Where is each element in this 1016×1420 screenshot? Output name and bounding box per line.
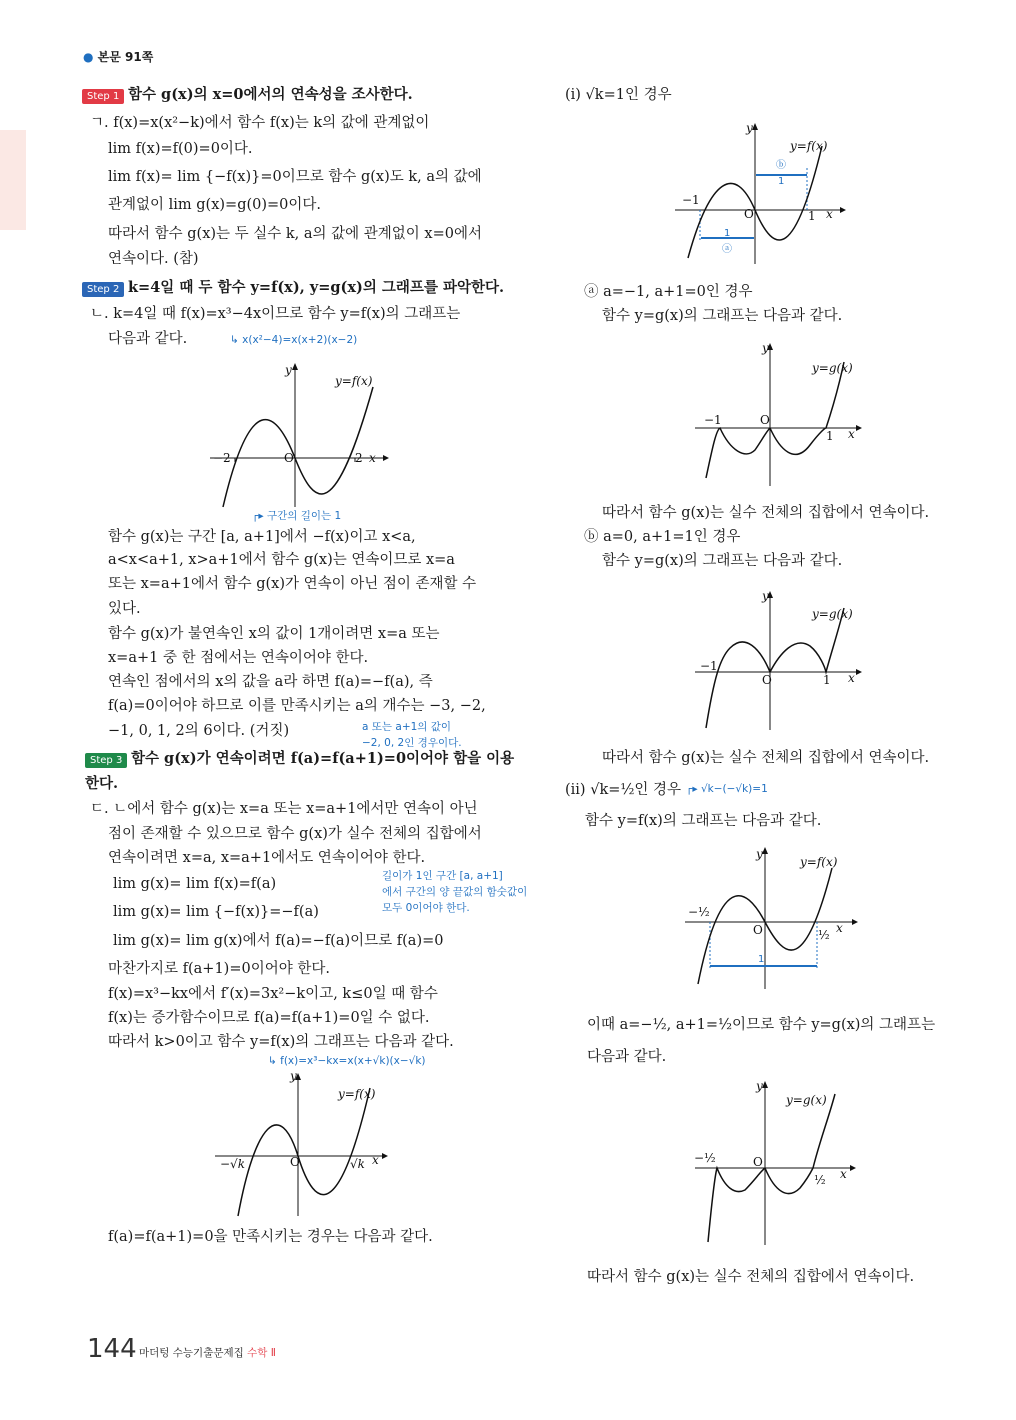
graph6-func-label: y=f(x) <box>800 855 838 869</box>
n-line2: 다음과 같다. <box>108 331 188 347</box>
n-line7: 함수 g(x)가 불연속인 x의 값이 1개이려면 x=a 또는 <box>108 626 440 642</box>
n-note-a2: −2, 0, 2인 경우이다. <box>362 737 462 749</box>
graph3-cubic-k1 <box>670 118 850 266</box>
graph5-origin: O <box>762 673 772 687</box>
case-ii-note: ┌▸ √k−(−√k)=1 <box>686 783 768 795</box>
graph5-func-label: y=g(x) <box>812 607 853 621</box>
d-note1: 길이가 1인 구간 [a, a+1] <box>382 870 503 882</box>
g-line2: lim f(x)= lim {−f(x)}=0이므로 함수 g(x)도 k, a의 값에 <box>108 169 482 185</box>
graph2-origin: O <box>290 1155 300 1169</box>
d-line8: f(x)=x³−kx에서 f′(x)=3x²−k이고, k≤0일 때 함수 <box>108 986 438 1002</box>
graph2-x-label: x <box>372 1153 379 1167</box>
graph3-a-marker: ⓐ <box>722 244 732 255</box>
g-intro: ㄱ. f(x)=x(x²−k)에서 함수 f(x)는 k의 값에 관계없이 <box>90 115 430 131</box>
graph4-neg-root: −1 <box>704 413 722 427</box>
graph5-g-case-b <box>690 588 865 733</box>
graph2-cubic-k <box>210 1068 390 1218</box>
graph7-x-label: x <box>840 1167 847 1181</box>
graph3-y-label: y <box>746 121 753 135</box>
d-line2: 점이 존재할 수 있으므로 함수 g(x)가 실수 전체의 집합에서 <box>108 826 482 842</box>
graph3-b-marker: ⓑ <box>776 160 786 171</box>
graph5-y-label: y <box>762 589 769 603</box>
g-line3: 관계없이 lim g(x)=g(0)=0이다. <box>108 197 322 213</box>
graph1-neg-root: −2 <box>213 451 231 465</box>
g-line1: lim f(x)=f(0)=0이다. <box>108 141 253 157</box>
graph4-origin: O <box>760 413 770 427</box>
case-ii-line1: 함수 y=f(x)의 그래프는 다음과 같다. <box>585 813 822 829</box>
d-note4: ↳ f(x)=x³−kx=x(x+√k)(x−√k) <box>268 1055 426 1067</box>
step2-badge: Step 2 <box>82 282 124 297</box>
header-text: 본문 91쪽 <box>97 50 154 64</box>
d-line7: 마찬가지로 f(a+1)=0이어야 한다. <box>108 961 330 977</box>
step3-title: 함수 g(x)가 연속이려면 f(a)=f(a+1)=0이어야 함을 이용 <box>131 750 515 767</box>
graph7-pos-root: ½ <box>814 1173 826 1187</box>
graph7-g-half <box>690 1080 865 1248</box>
n-line8: x=a+1 중 한 점에서는 연속이어야 한다. <box>108 650 369 666</box>
graph3-neg-root: −1 <box>682 193 700 207</box>
d-line4: lim g(x)= lim f(x)=f(a) <box>113 876 277 892</box>
step2-title: k=4일 때 두 함수 y=f(x), y=g(x)의 그래프를 파악한다. <box>128 279 505 296</box>
d-line1: ㄷ. ㄴ에서 함수 g(x)는 x=a 또는 x=a+1에서만 연속이 아닌 <box>90 801 478 817</box>
graph6-length: 1 <box>758 954 765 965</box>
case-ii-note-text: √k−(−√k)=1 <box>700 783 768 795</box>
n-line9: 연속인 점에서의 x의 값을 a라 하면 f(a)=−f(a), 즉 <box>108 674 433 690</box>
graph3-func-label: y=f(x) <box>790 139 828 153</box>
case-a-title: ⓐ a=−1, a+1=0인 경우 <box>584 284 753 300</box>
n-line10: f(a)=0이어야 하므로 이를 만족시키는 a의 개수는 −3, −2, <box>108 698 486 714</box>
case-ii-line4: 따라서 함수 g(x)는 실수 전체의 집합에서 연속이다. <box>587 1269 915 1285</box>
n-note-interval: ┌▸ 구간의 길이는 1 <box>252 510 342 522</box>
d-line10: 따라서 k>0이고 함수 y=f(x)의 그래프는 다음과 같다. <box>108 1034 454 1050</box>
graph6-cubic-half <box>680 844 865 994</box>
graph6-neg-root: −½ <box>688 905 710 919</box>
graph2-pos-root: √k <box>350 1157 365 1171</box>
graph3-b-length: 1 <box>778 176 785 187</box>
graph6-origin: O <box>753 923 763 937</box>
case-b-title: ⓑ a=0, a+1=1인 경우 <box>584 529 741 545</box>
case-a-line2: 따라서 함수 g(x)는 실수 전체의 집합에서 연속이다. <box>602 505 930 521</box>
step3-badge: Step 3 <box>85 753 127 768</box>
graph5-x-label: x <box>848 671 855 685</box>
g-line4: 따라서 함수 g(x)는 두 실수 k, a의 값에 관계없이 x=0에서 <box>108 226 482 242</box>
d-line6: lim g(x)= lim g(x)에서 f(a)=−f(a)이므로 f(a)=0 <box>113 933 444 949</box>
graph5-pos-root: 1 <box>823 673 831 687</box>
case-ii-title: (ii) √k=½인 경우 <box>565 782 682 798</box>
bullet-icon: ● <box>83 50 94 64</box>
n-line5: 또는 x=a+1에서 함수 g(x)가 연속이 아닌 점이 존재할 수 <box>108 576 477 592</box>
step1-title: 함수 g(x)의 x=0에서의 연속성을 조사한다. <box>128 86 413 103</box>
page-number: 144 <box>87 1334 137 1364</box>
header-label <box>83 48 153 65</box>
graph2-y-label: y <box>290 1069 297 1083</box>
graph2-neg-root: −√k <box>220 1157 245 1171</box>
book-title <box>139 1345 276 1360</box>
graph1-x-label: x <box>369 451 376 465</box>
n-line6: 있다. <box>108 601 141 617</box>
graph4-pos-root: 1 <box>826 429 834 443</box>
case-a-line1: 함수 y=g(x)의 그래프는 다음과 같다. <box>602 308 843 324</box>
graph7-func-label: y=g(x) <box>786 1093 827 1107</box>
n-line11: −1, 0, 1, 2의 6이다. (거짓) <box>108 723 290 739</box>
graph2-func-label: y=f(x) <box>338 1087 376 1101</box>
graph3-a-length: 1 <box>724 228 731 239</box>
graph4-x-label: x <box>848 427 855 441</box>
case-b-line1: 함수 y=g(x)의 그래프는 다음과 같다. <box>602 553 843 569</box>
d-note4-text: f(x)=x³−kx=x(x+√k)(x−√k) <box>280 1055 426 1067</box>
n-line4: a<x<a+1, x>a+1에서 함수 g(x)는 연속이므로 x=a <box>108 552 455 568</box>
graph6-y-label: y <box>756 847 763 861</box>
step1-badge: Step 1 <box>82 89 124 104</box>
graph6-x-label: x <box>836 921 843 935</box>
graph3-pos-root: 1 <box>808 209 816 223</box>
graph3-x-label: x <box>826 207 833 221</box>
graph7-origin: O <box>753 1155 763 1169</box>
n-note-a1: a 또는 a+1의 값이 <box>362 721 452 733</box>
d-line11: f(a)=f(a+1)=0을 만족시키는 경우는 다음과 같다. <box>108 1229 433 1245</box>
graph1-func-label: y=f(x) <box>335 374 373 388</box>
graph1-y-label: y <box>285 363 292 377</box>
case-b-line2: 따라서 함수 g(x)는 실수 전체의 집합에서 연속이다. <box>602 750 930 766</box>
n-line3: 함수 g(x)는 구간 [a, a+1]에서 −f(x)이고 x<a, <box>108 529 416 545</box>
graph5-neg-root: −1 <box>700 659 718 673</box>
step3-title-cont: 한다. <box>85 775 119 792</box>
graph7-y-label: y <box>756 1080 763 1093</box>
graph4-g-case-a <box>690 340 865 490</box>
d-line9: f(x)는 증가함수이므로 f(a)=f(a+1)=0일 수 없다. <box>108 1010 430 1026</box>
d-note3: 모두 0이어야 한다. <box>382 902 470 914</box>
g-line5: 연속이다. (참) <box>108 251 199 267</box>
n-note-factor: ↳ x(x²−4)=x(x+2)(x−2) <box>230 334 358 346</box>
book-name: 마더텅 수능기출문제집 <box>139 1347 244 1359</box>
case-ii-line3: 다음과 같다. <box>587 1049 667 1065</box>
d-line3: 연속이려면 x=a, x=a+1에서도 연속이어야 한다. <box>108 850 426 866</box>
n-note-factor-text: x(x²−4)=x(x+2)(x−2) <box>242 334 358 346</box>
graph1-origin: O <box>284 451 294 465</box>
d-line5: lim g(x)= lim {−f(x)}=−f(a) <box>113 904 319 920</box>
d-note2: 에서 구간의 양 끝값의 함숫값이 <box>382 886 528 898</box>
graph4-func-label: y=g(x) <box>812 361 853 375</box>
graph7-neg-root: −½ <box>694 1151 716 1165</box>
graph1-pos-root: 2 <box>355 451 363 465</box>
graph4-y-label: y <box>762 341 769 355</box>
book-subject: 수학 Ⅱ <box>247 1347 276 1359</box>
case-i-title: (i) √k=1인 경우 <box>565 87 672 103</box>
case-ii-line2: 이때 a=−½, a+1=½이므로 함수 y=g(x)의 그래프는 <box>587 1017 936 1033</box>
n-note-interval-text: 구간의 길이는 1 <box>266 510 342 522</box>
left-margin-band <box>0 130 26 230</box>
graph1-cubic <box>205 362 390 510</box>
graph3-origin: O <box>744 207 754 221</box>
graph6-pos-root: ½ <box>818 928 830 942</box>
n-line1: ㄴ. k=4일 때 f(x)=x³−4x이므로 함수 y=f(x)의 그래프는 <box>90 306 461 322</box>
